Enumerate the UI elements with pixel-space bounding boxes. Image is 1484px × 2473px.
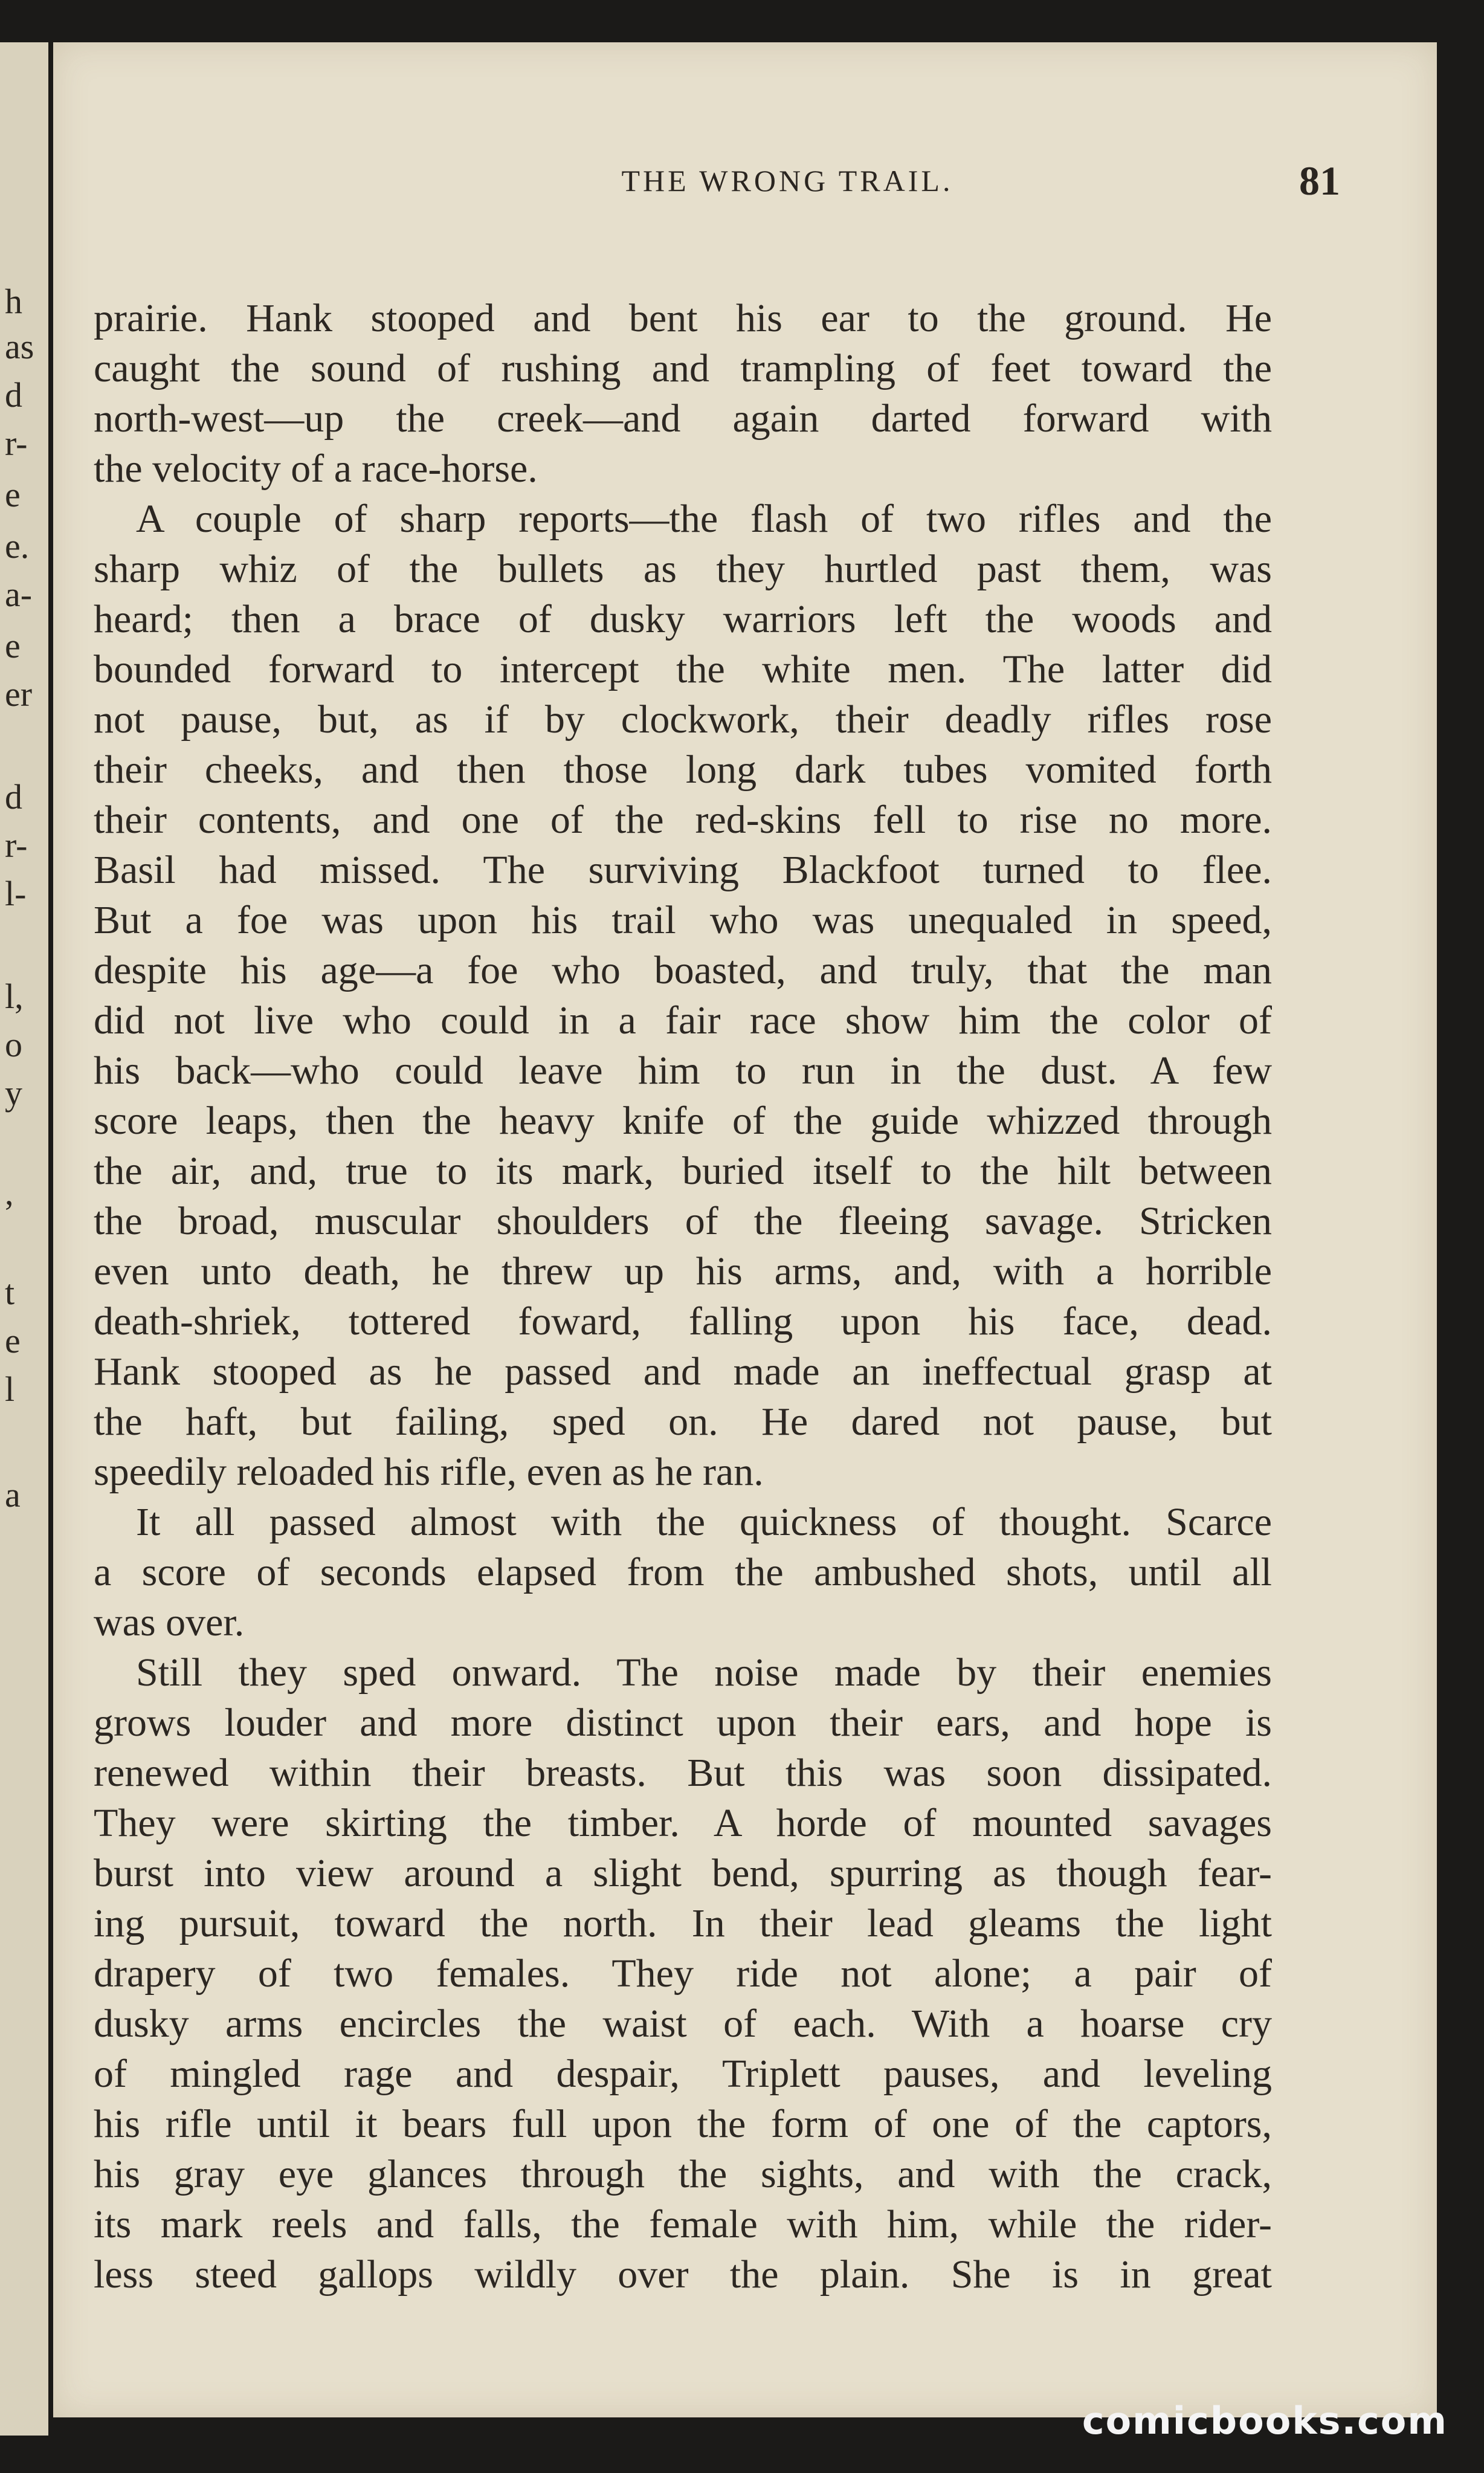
previous-page-fragment: t <box>5 1273 15 1312</box>
previous-page-edge <box>0 42 48 2436</box>
text-line: less steed gallops wildly over the plain. She is in great <box>94 2252 1272 2297</box>
text-line: heard; then a brace of dusky warriors left the woods and <box>94 597 1272 641</box>
text-line: of mingled rage and despair, Triplett pauses, and leveling <box>94 2052 1272 2096</box>
previous-page-fragment: h <box>5 282 22 321</box>
text-line: speedily reloaded his rifle, even as he ran. <box>94 1450 764 1494</box>
text-line: did not live who could in a fair race show him the color of <box>94 998 1272 1043</box>
running-head <box>53 158 1437 230</box>
text-line: the velocity of a race-horse. <box>94 447 538 491</box>
previous-page-fragment: e <box>5 1321 21 1360</box>
text-line: his gray eye glances through the sights, and with the crack, <box>94 2152 1272 2196</box>
text-line: the haft, but failing, sped on. He dared not pause, but <box>94 1400 1272 1444</box>
text-line: his rifle until it bears full upon the form of one of the captors, <box>94 2102 1272 2146</box>
previous-page-fragment: a <box>5 1475 21 1515</box>
previous-page-fragment: , <box>5 1173 14 1212</box>
previous-page-fragment: d <box>5 375 22 415</box>
previous-page-fragment: d <box>5 777 22 816</box>
text-line: caught the sound of rushing and trampling of feet toward the <box>94 346 1272 390</box>
text-line: despite his age—a foe who boasted, and truly, that the man <box>94 948 1272 992</box>
text-line: its mark reels and falls, the female with him, while the rider- <box>94 2202 1272 2246</box>
previous-page-fragment: o <box>5 1025 22 1064</box>
text-line: drapery of two females. They ride not alone; a pair of <box>94 1951 1272 1996</box>
text-line: bounded forward to intercept the white men. The latter did <box>94 647 1272 691</box>
previous-page-fragment: l, <box>5 977 24 1016</box>
text-line: But a foe was upon his trail who was unequaled in speed, <box>94 898 1272 942</box>
text-line: even unto death, he threw up his arms, and, with a horrible <box>94 1249 1272 1293</box>
text-line: a score of seconds elapsed from the ambushed shots, until all <box>94 1550 1272 1594</box>
previous-page-fragment: e. <box>5 526 30 566</box>
watermark: comicbooks.com <box>1082 2399 1448 2443</box>
text-line: their cheeks, and then those long dark tubes vomited forth <box>94 748 1272 792</box>
body-text <box>94 293 1272 2300</box>
text-line: grows louder and more distinct upon their ears, and hope is <box>94 1701 1272 1745</box>
text-line: sharp whiz of the bullets as they hurtled past them, was <box>94 547 1272 591</box>
chapter-title: THE WRONG TRAIL. <box>621 164 953 198</box>
text-line: They were skirting the timber. A horde of mounted savages <box>94 1801 1272 1845</box>
text-line: renewed within their breasts. But this was soon dissipated. <box>94 1751 1272 1795</box>
previous-page-fragment: e <box>5 475 21 514</box>
text-line: dusky arms encircles the waist of each. With a hoarse cry <box>94 2002 1272 2046</box>
text-line: death-shriek, tottered foward, falling upon his face, dead. <box>94 1299 1272 1343</box>
previous-page-fragment: er <box>5 674 33 714</box>
text-line: was over. <box>94 1600 245 1644</box>
text-line: the air, and, true to its mark, buried itself to the hilt between <box>94 1149 1272 1193</box>
text-line: not pause, but, as if by clockwork, their deadly rifles rose <box>94 697 1272 742</box>
text-line: burst into view around a slight bend, spurring as though fear- <box>94 1851 1272 1895</box>
text-line: Basil had missed. The surviving Blackfoot turned to flee. <box>94 848 1272 892</box>
page-number: 81 <box>1299 158 1340 204</box>
text-line: prairie. Hank stooped and bent his ear to the ground. He <box>94 296 1272 340</box>
previous-page-fragment: l <box>5 1369 15 1409</box>
text-line: ing pursuit, toward the north. In their lead gleams the light <box>94 1901 1272 1945</box>
text-line: score leaps, then the heavy knife of the guide whizzed through <box>94 1099 1272 1143</box>
text-line: A couple of sharp reports—the flash of two rifles and the <box>136 497 1272 541</box>
text-line: It all passed almost with the quickness of thought. Scarce <box>136 1500 1272 1544</box>
text-line: Still they sped onward. The noise made by their enemies <box>136 1650 1272 1695</box>
previous-page-fragment: l- <box>5 874 27 913</box>
book-page <box>53 42 1437 2417</box>
text-line: their contents, and one of the red-skins fell to rise no more. <box>94 798 1272 842</box>
text-line: his back—who could leave him to run in the dust. A few <box>94 1049 1272 1093</box>
text-line: north-west—up the creek—and again darted forward with <box>94 396 1272 441</box>
previous-page-fragment: y <box>5 1073 22 1113</box>
text-line: Hank stooped as he passed and made an ineffectual grasp at <box>94 1350 1272 1394</box>
previous-page-fragment: as <box>5 327 34 366</box>
previous-page-fragment: r- <box>5 424 28 463</box>
previous-page-fragment: r- <box>5 826 28 865</box>
previous-page-fragment: a- <box>5 575 33 614</box>
previous-page-fragment: e <box>5 626 21 665</box>
text-line: the broad, muscular shoulders of the fleeing savage. Stricken <box>94 1199 1272 1243</box>
